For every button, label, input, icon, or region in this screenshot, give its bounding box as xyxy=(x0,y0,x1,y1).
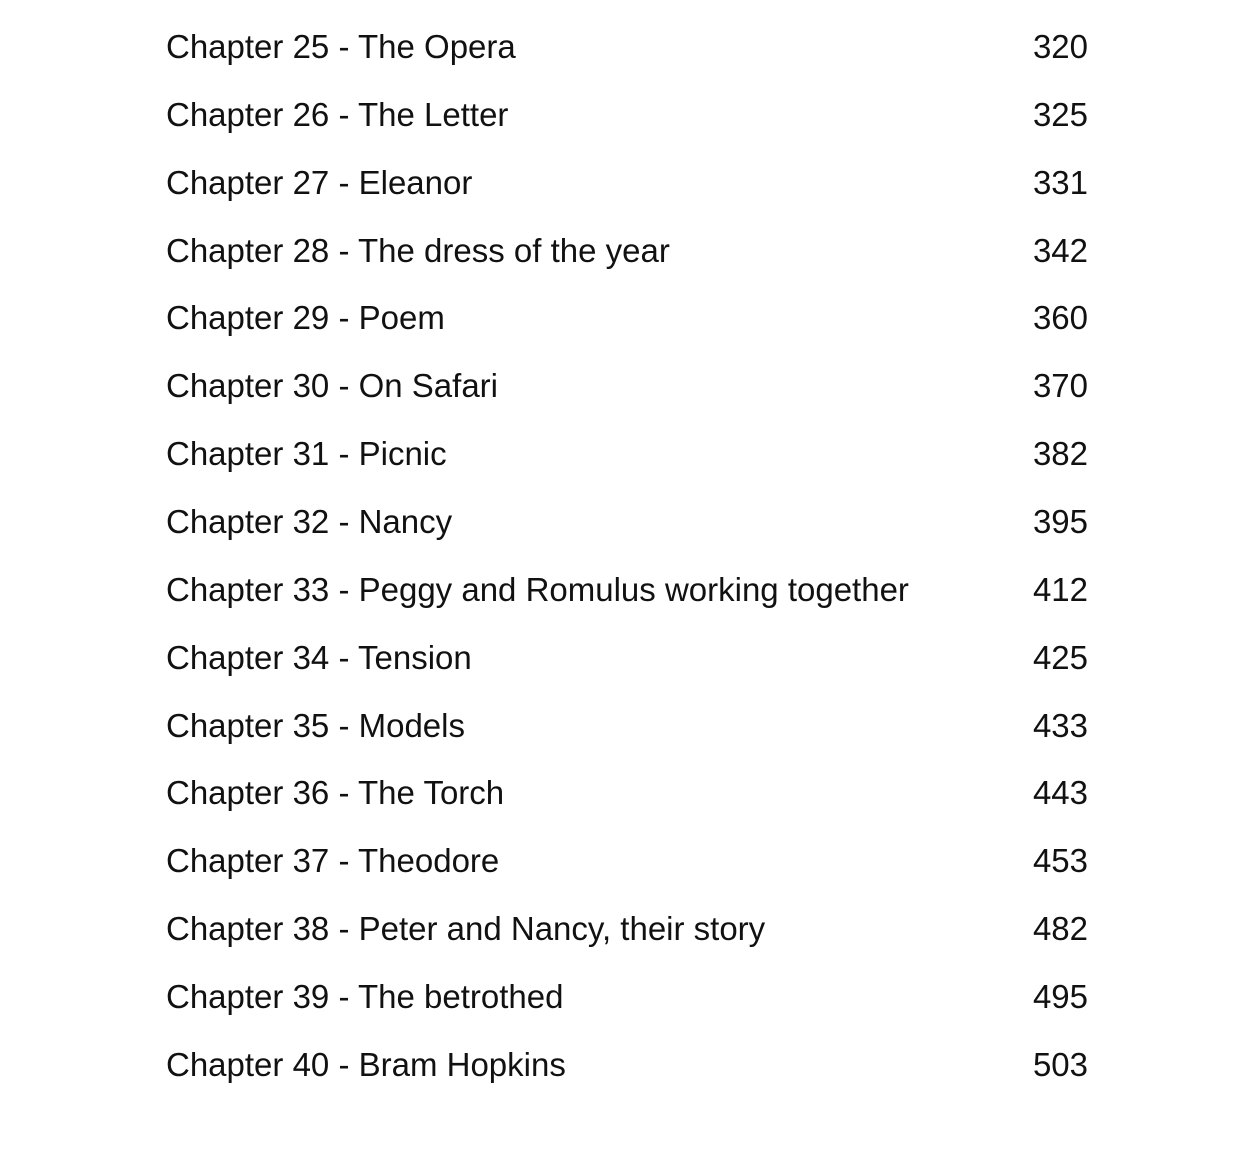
page-number: 425 xyxy=(1032,639,1088,676)
toc-entry xyxy=(166,298,1088,338)
chapter-title: Chapter 30 - On Safari xyxy=(166,367,498,404)
page-number: 331 xyxy=(1032,164,1088,201)
page-number: 360 xyxy=(1032,299,1088,336)
page-number: 370 xyxy=(1032,367,1088,404)
page-number: 433 xyxy=(1032,707,1088,744)
toc-entry xyxy=(166,163,1088,203)
chapter-title: Chapter 34 - Tension xyxy=(166,639,472,676)
page-number: 320 xyxy=(1032,28,1088,65)
toc-entry xyxy=(166,502,1088,542)
page-number: 453 xyxy=(1032,842,1088,879)
chapter-title: Chapter 28 - The dress of the year xyxy=(166,232,670,269)
page-number: 325 xyxy=(1032,96,1088,133)
chapter-title: Chapter 32 - Nancy xyxy=(166,503,453,540)
toc-entry xyxy=(166,366,1088,406)
chapter-title: Chapter 25 - The Opera xyxy=(166,28,516,65)
toc-entry xyxy=(166,841,1088,881)
toc-entry xyxy=(166,773,1088,813)
page-number: 395 xyxy=(1032,503,1088,540)
page-number: 382 xyxy=(1032,435,1088,472)
chapter-title: Chapter 36 - The Torch xyxy=(166,774,505,811)
page-number: 443 xyxy=(1032,774,1088,811)
chapter-title: Chapter 38 - Peter and Nancy, their story xyxy=(166,910,766,947)
chapter-title: Chapter 29 - Poem xyxy=(166,299,445,336)
chapter-title: Chapter 31 - Picnic xyxy=(166,435,447,472)
chapter-title: Chapter 26 - The Letter xyxy=(166,96,509,133)
page-number: 495 xyxy=(1032,978,1088,1015)
toc-entry xyxy=(166,977,1088,1017)
toc-entry xyxy=(166,434,1088,474)
page-number: 503 xyxy=(1032,1046,1088,1083)
page-number: 482 xyxy=(1032,910,1088,947)
toc-entry xyxy=(166,27,1088,67)
chapter-title: Chapter 40 - Bram Hopkins xyxy=(166,1046,566,1083)
toc-entry xyxy=(166,570,1088,610)
page-number: 342 xyxy=(1032,232,1088,269)
toc-entry xyxy=(166,638,1088,678)
toc-entry xyxy=(166,706,1088,746)
chapter-title: Chapter 39 - The betrothed xyxy=(166,978,564,1015)
chapter-title: Chapter 33 - Peggy and Romulus working together xyxy=(166,571,909,608)
chapter-title: Chapter 35 - Models xyxy=(166,707,465,744)
toc-entry xyxy=(166,909,1088,949)
toc-entry xyxy=(166,231,1088,271)
page-number: 412 xyxy=(1032,571,1088,608)
chapter-title: Chapter 27 - Eleanor xyxy=(166,164,473,201)
toc-entry xyxy=(166,1045,1088,1085)
toc-entry xyxy=(166,95,1088,135)
chapter-title: Chapter 37 - Theodore xyxy=(166,842,500,879)
